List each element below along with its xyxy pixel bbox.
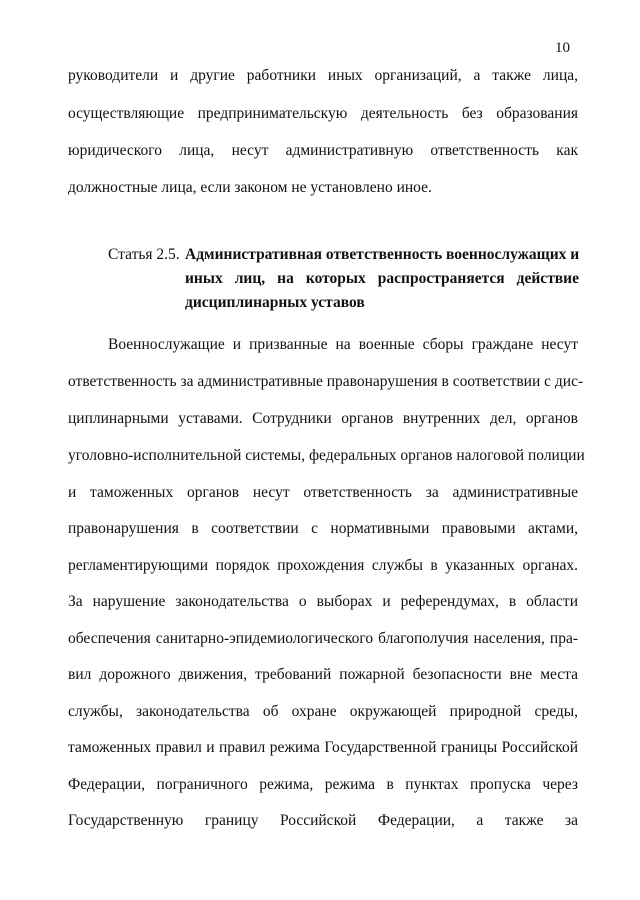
paragraph-line: и таможенных органов несут ответственность за административные xyxy=(68,484,578,501)
paragraph-line: юридического лица, несут административную ответственность как xyxy=(68,142,578,159)
article-title-line: иных лиц, на которых распространяется действие xyxy=(185,270,579,287)
paragraph-line: ответственность за административные правонарушения в соответствии с дис- xyxy=(68,373,584,390)
paragraph-line: осуществляющие предпринимательскую деятельность без образования xyxy=(68,105,578,122)
article-title-line: Административная ответственность военнослужащих и xyxy=(185,246,580,263)
paragraph-line: За нарушение законодательства о выборах и референдумах, в области xyxy=(68,593,578,610)
paragraph-line: таможенных правил и правил режима Государственной границы Российской xyxy=(68,739,578,756)
page-number: 10 xyxy=(555,40,570,56)
paragraph-line: службы, законодательства об охране окружающей природной среды, xyxy=(68,703,578,720)
paragraph-line: Военнослужащие и призванные на военные сборы граждане несут xyxy=(108,336,578,353)
article-title xyxy=(185,245,579,317)
paragraph-line: Государственную границу Российской Федерации, а также за xyxy=(68,812,578,829)
paragraph-line: правонарушения в соответствии с нормативными правовыми актами, xyxy=(68,520,578,537)
paragraph-line: вил дорожного движения, требований пожарной безопасности вне места xyxy=(68,666,578,683)
paragraph-line: обеспечения санитарно-эпидемиологического благополучия населения, пра- xyxy=(68,630,578,647)
article-number: Статья 2.5. xyxy=(108,246,180,263)
paragraph-line: регламентирующими порядок прохождения службы в указанных органах. xyxy=(68,557,578,574)
paragraph-line: Федерации, пограничного режима, режима в пунктах пропуска через xyxy=(68,776,578,793)
paragraph-line: уголовно-исполнительной системы, федеральных органов налоговой полиции xyxy=(68,447,585,464)
article-title-line: дисциплинарных уставов xyxy=(185,294,365,311)
paragraph-line: должностные лица, если законом не установлено иное. xyxy=(68,179,432,196)
paragraph-line: руководители и другие работники иных организаций, а также лица, xyxy=(68,67,578,84)
paragraph-line: циплинарными уставами. Сотрудники органов внутренних дел, органов xyxy=(68,410,578,427)
